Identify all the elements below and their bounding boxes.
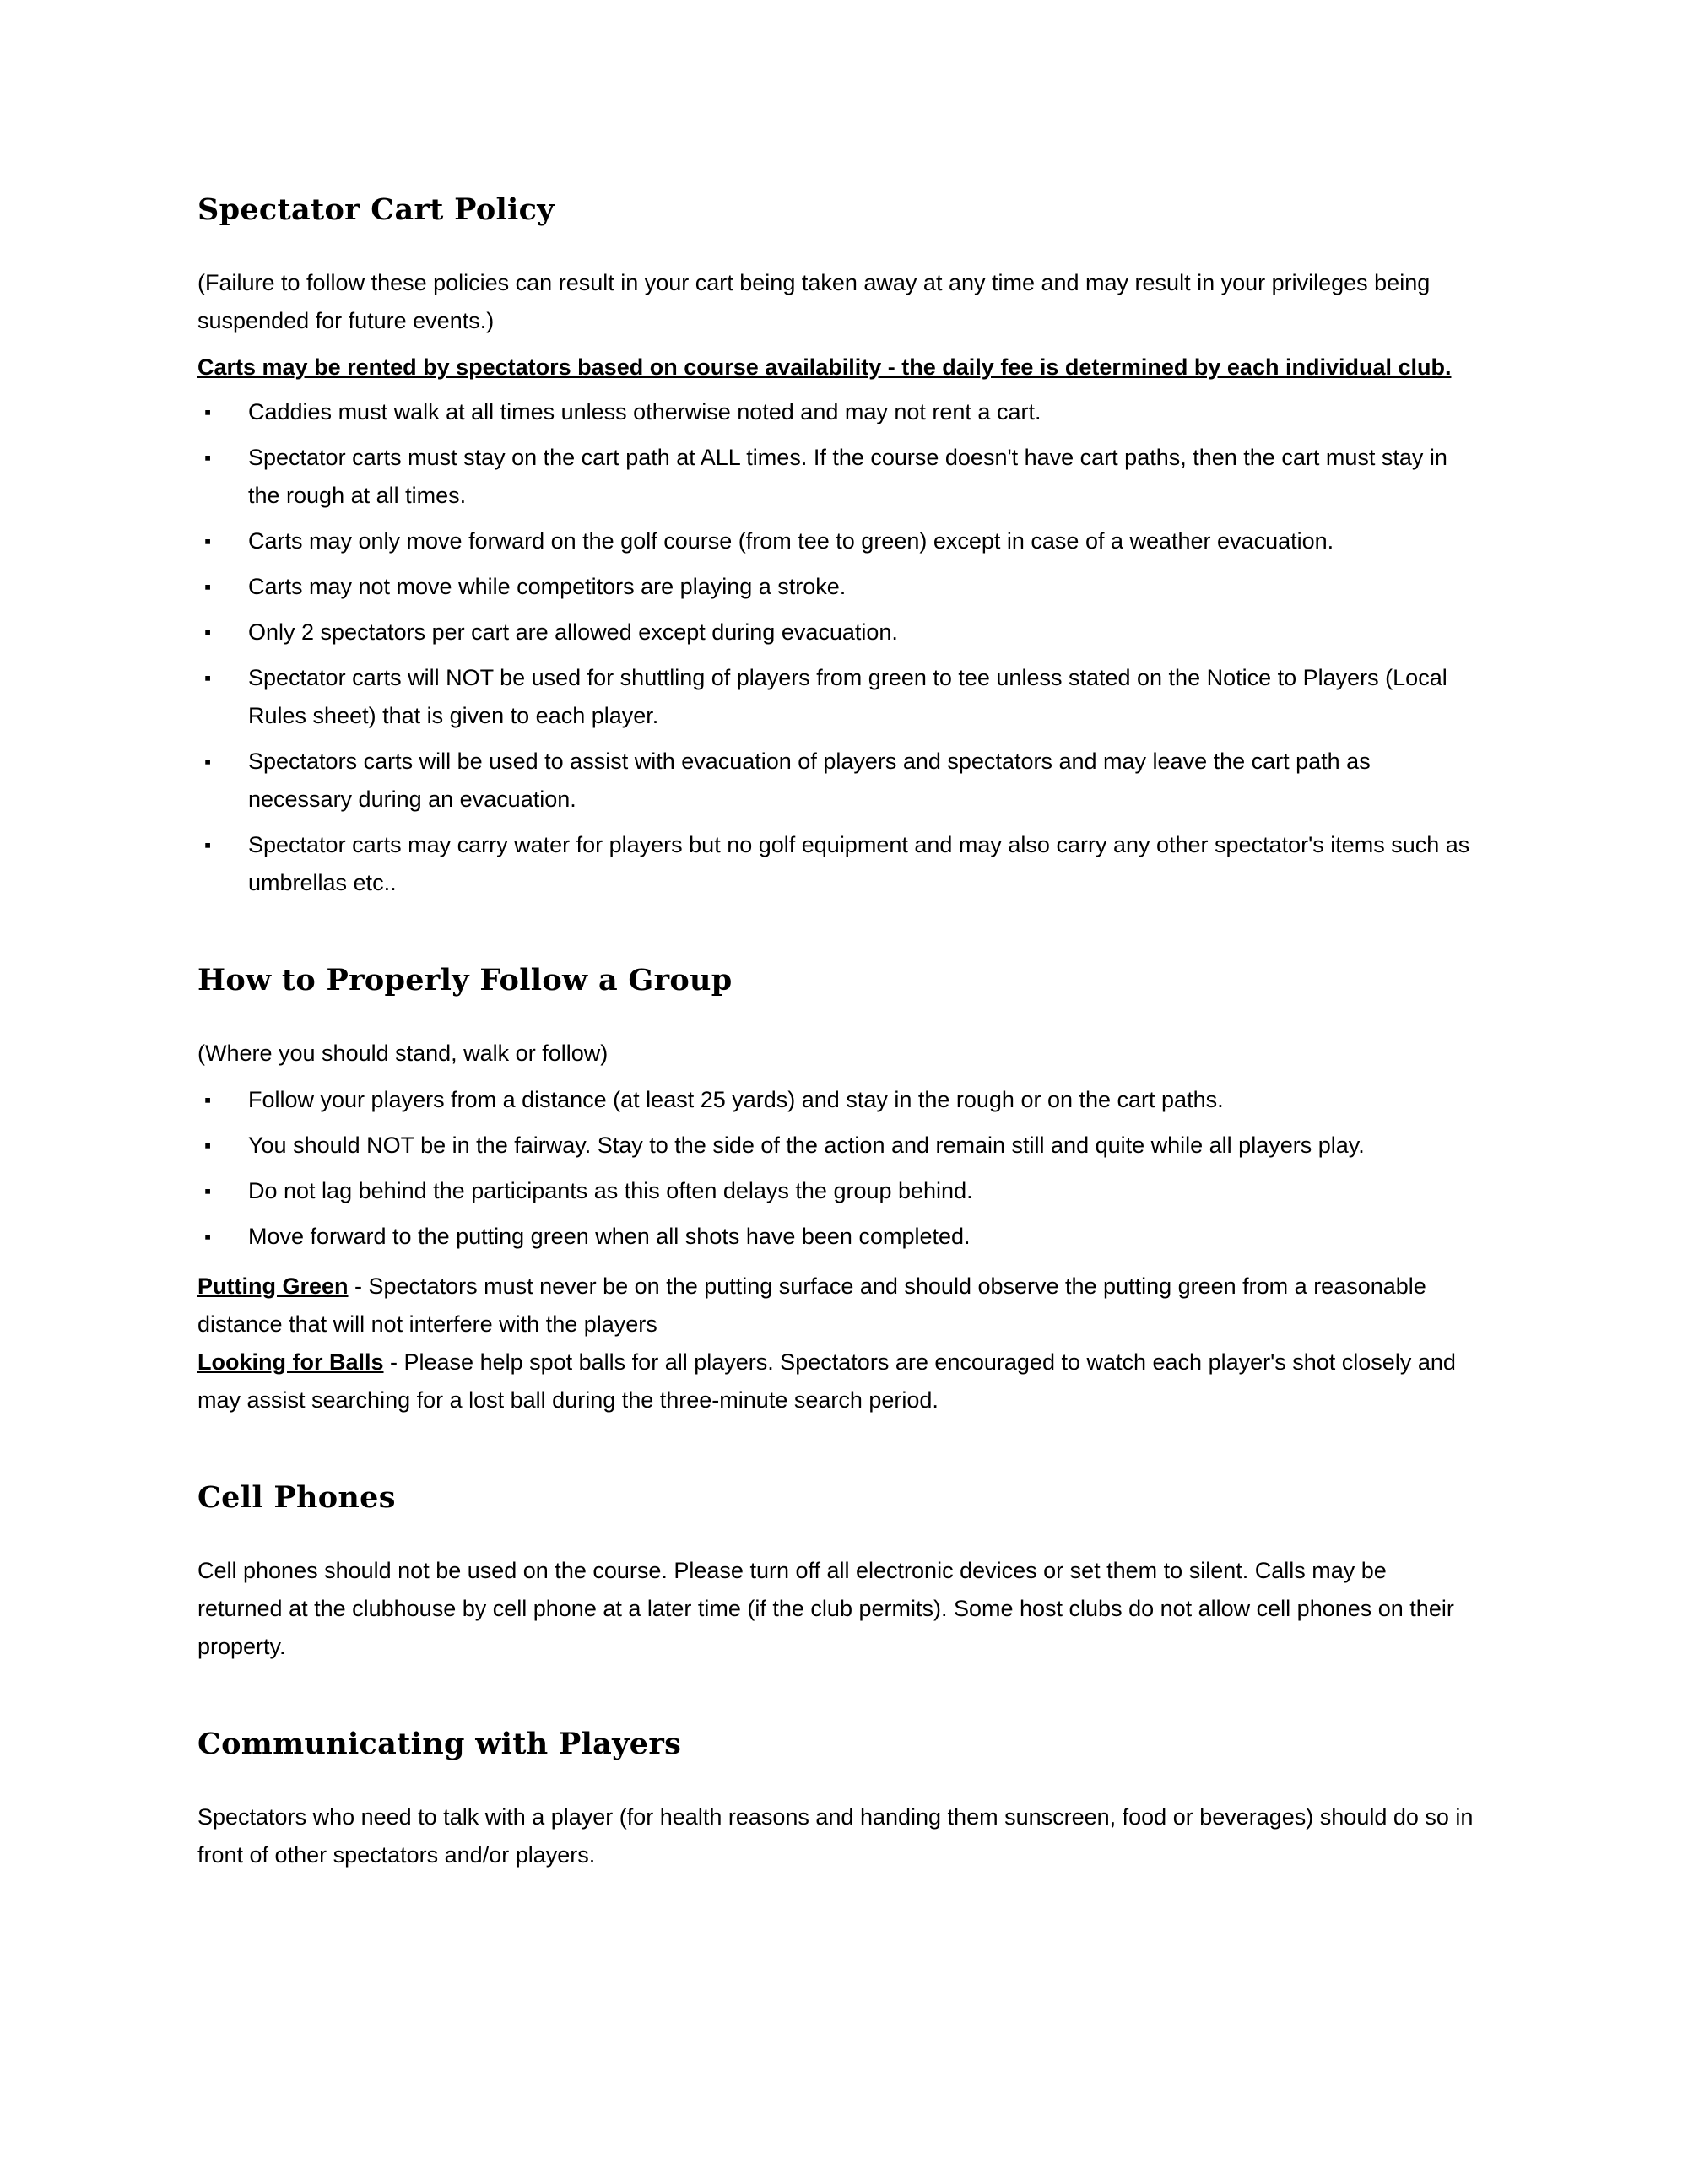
cart-policy-bullet-list [197,393,1477,902]
putting-green-paragraph [197,1268,1477,1343]
list-item: ▪ Spectators carts will be used to assist with evacuation of players and spectators and may leave the cart path as necessary during an evacuation. [197,743,1477,819]
communicating-paragraph: Spectators who need to talk with a player (for health reasons and handing them sunscreen, food or beverages) should do so in front of other spectators and/or players. [197,1804,1474,1868]
looking-for-balls-text: - Please help spot balls for all players. Spectators are encouraged to watch each player's shot closely and may assist searching for a lost ball during the three-minute search period. [197,1349,1456,1413]
list-item: ▪ Caddies must walk at all times unless otherwise noted and may not rent a cart. [197,393,1477,431]
looking-for-balls-label: Looking for Balls [197,1349,384,1375]
cart-policy-intro-paragraph: (Failure to follow these policies can result in your cart being taken away at any time and may result in your privileges being suspended for future events.) [197,270,1431,333]
section-heading-spectator-cart-policy: Spectator Cart Policy [197,192,555,227]
list-item: ▪ You should NOT be in the fairway. Stay to the side of the action and remain still and quite while all players play. [197,1127,1477,1165]
cell-phones-paragraph: Cell phones should not be used on the course. Please turn off all electronic devices or set them to silent. Calls may be returned at the clubhouse by cell phone at a later time (if the club permits). Some host clubs do not allow cell phones on their property. [197,1558,1454,1659]
section-heading-cell-phones: Cell Phones [197,1480,396,1515]
section-communicating-with-players [197,1727,1477,1874]
list-item: ▪ Carts may not move while competitors are playing a stroke. [197,568,1477,606]
putting-green-label: Putting Green [197,1273,349,1299]
section-how-to-follow-a-group [197,963,1477,1419]
list-item: ▪ Move forward to the putting green when all shots have been completed. [197,1218,1477,1256]
cart-rental-note: Carts may be rented by spectators based on course availability - the daily fee is determined by each individual club. [197,354,1452,380]
follow-group-intro-paragraph: (Where you should stand, walk or follow) [197,1041,609,1066]
section-heading-how-to-follow: How to Properly Follow a Group [197,963,733,997]
putting-green-text: - Spectators must never be on the putting surface and should observe the putting green from a reasonable distance that will not interfere with the players [197,1273,1426,1337]
list-item: ▪ Carts may only move forward on the golf course (from tee to green) except in case of a weather evacuation. [197,522,1477,560]
list-item: ▪ Only 2 spectators per cart are allowed except during evacuation. [197,614,1477,651]
list-item: ▪ Spectator carts will NOT be used for shuttling of players from green to tee unless stated on the Notice to Players (Local Rules sheet) that is given to each player. [197,659,1477,735]
list-item: ▪ Spectator carts may carry water for players but no golf equipment and may also carry any other spectator's items such as umbrellas etc.. [197,826,1477,902]
list-item: ▪ Follow your players from a distance (at least 25 yards) and stay in the rough or on the cart paths. [197,1081,1477,1119]
follow-group-bullet-list [197,1081,1477,1256]
list-item: ▪ Do not lag behind the participants as this often delays the group behind. [197,1172,1477,1210]
list-item: ▪ Spectator carts must stay on the cart path at ALL times. If the course doesn't have cart paths, then the cart must stay in the rough at all times. [197,439,1477,515]
looking-for-balls-paragraph [197,1343,1477,1419]
section-heading-communicating: Communicating with Players [197,1727,682,1761]
section-spectator-cart-policy [197,192,1477,902]
section-cell-phones [197,1480,1477,1666]
